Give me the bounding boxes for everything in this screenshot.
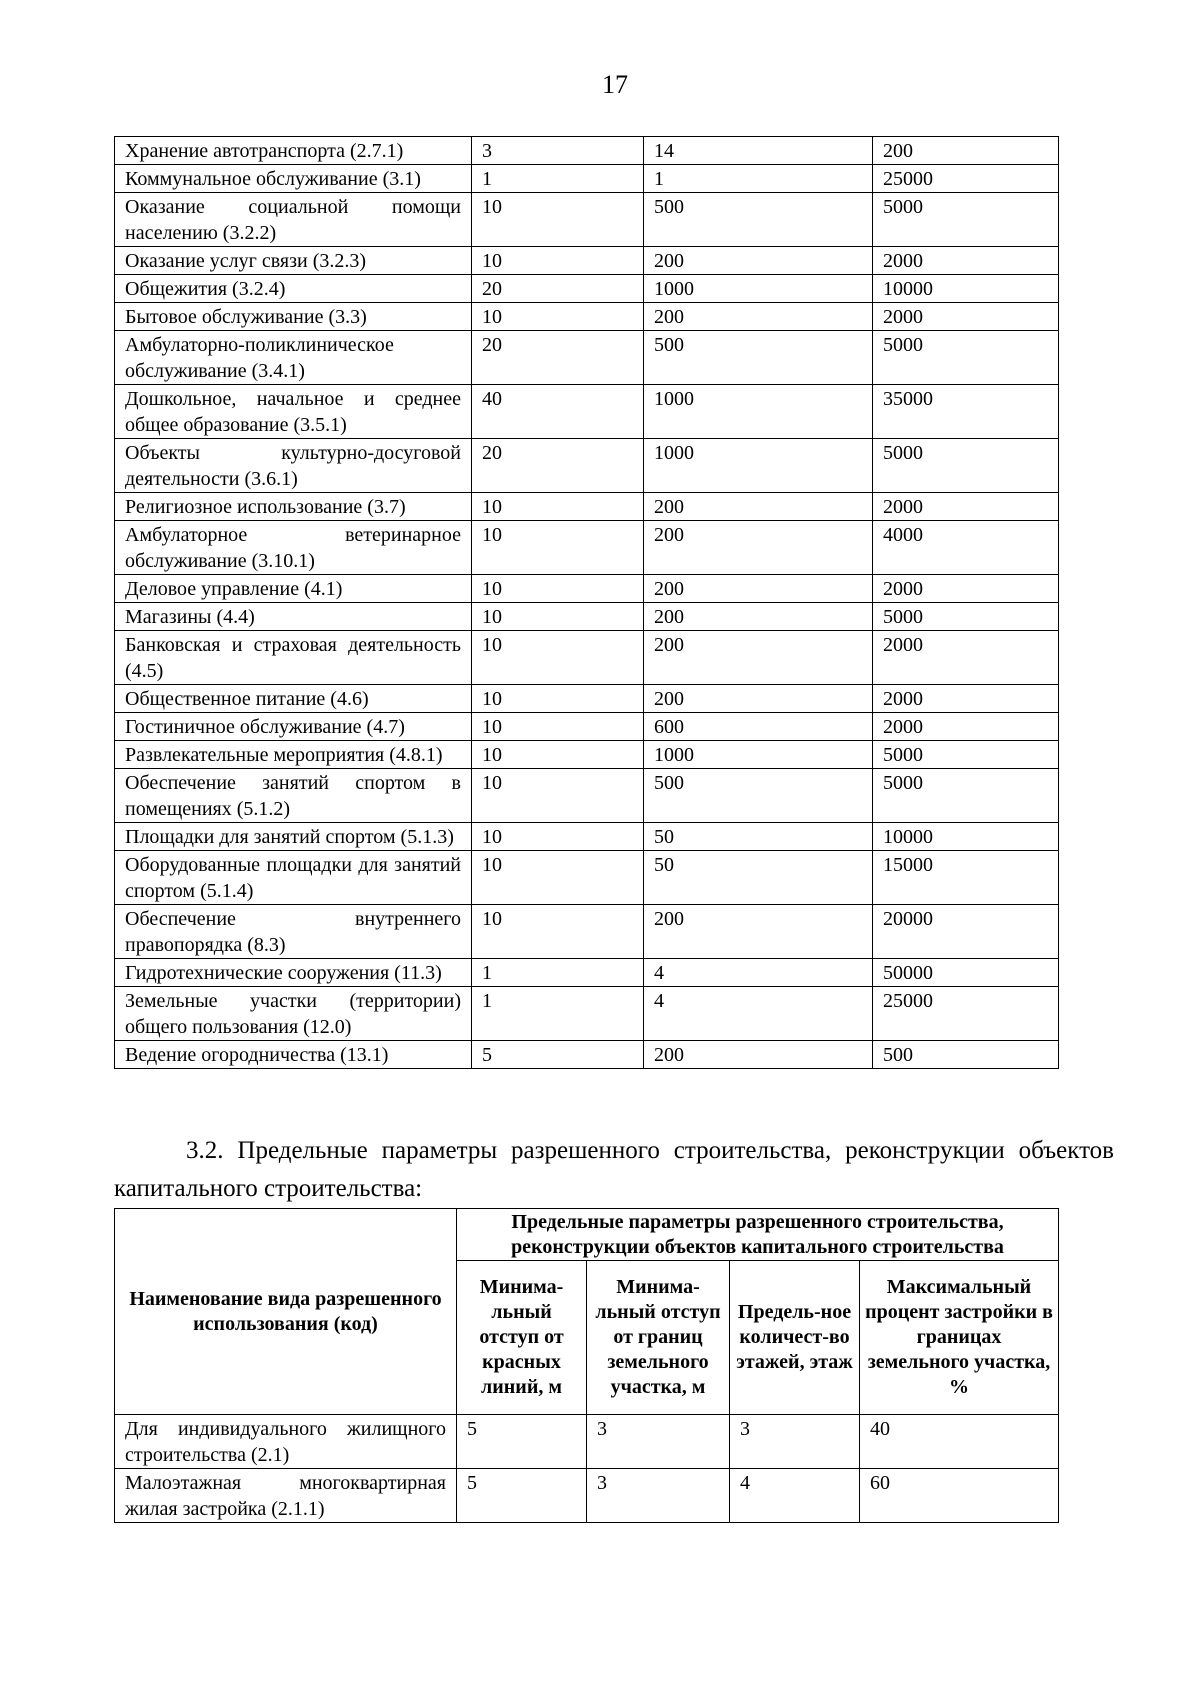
row-value-cell-c3: 4000 (873, 521, 1059, 575)
header-col-boundary-setback: Минима-льный отступ от границ земельного участка, м (587, 1261, 730, 1415)
row-value-cell-c1: 5 (472, 1041, 644, 1069)
table-row (115, 193, 1059, 247)
row-name-cell: Коммунальное обслуживание (3.1) (115, 165, 472, 193)
row-name-cell: Банковская и страховая деятельность (4.5) (115, 631, 472, 685)
header-col-max-coverage: Максимальный процент застройки в границах земельного участка, % (860, 1261, 1059, 1415)
row-value-cell-c3: 35000 (873, 385, 1059, 439)
row-value-cell-c3: 2000 (873, 685, 1059, 713)
row-name-cell: Дошкольное, начальное и среднее общее образование (3.5.1) (115, 385, 472, 439)
row-value-cell-c2: 200 (644, 603, 873, 631)
table-row (115, 521, 1059, 575)
row-name-cell: Деловое управление (4.1) (115, 575, 472, 603)
row-value-cell-c2: 500 (644, 331, 873, 385)
row-value-cell-c3: 15000 (873, 851, 1059, 905)
row-value-cell-c1: 5 (457, 1469, 587, 1523)
table-row (115, 575, 1059, 603)
row-value-cell-c3: 10000 (873, 275, 1059, 303)
table-row (115, 493, 1059, 521)
table-body (115, 137, 1059, 1069)
row-value-cell-c3: 2000 (873, 631, 1059, 685)
row-value-cell-c3: 3 (730, 1415, 860, 1469)
row-value-cell-c3: 2000 (873, 303, 1059, 331)
row-value-cell-c4: 40 (860, 1415, 1059, 1469)
row-value-cell-c2: 200 (644, 685, 873, 713)
row-name-cell: Общественное питание (4.6) (115, 685, 472, 713)
row-name-cell: Амбулаторно-поликлиническое обслуживание (3.4.1) (115, 331, 472, 385)
header-col-max-floors: Предель-ное количест-во этажей, этаж (730, 1261, 860, 1415)
row-name-cell: Оборудованные площадки для занятий спортом (5.1.4) (115, 851, 472, 905)
row-value-cell-c3: 25000 (873, 987, 1059, 1041)
table-row (115, 275, 1059, 303)
row-value-cell-c3: 2000 (873, 247, 1059, 275)
row-name-cell: Обеспечение внутреннего правопорядка (8.3) (115, 905, 472, 959)
row-value-cell-c3: 2000 (873, 575, 1059, 603)
row-value-cell-c2: 200 (644, 521, 873, 575)
row-value-cell-c2: 200 (644, 575, 873, 603)
row-value-cell-c2: 500 (644, 769, 873, 823)
row-name-cell: Оказание социальной помощи населению (3.2.2) (115, 193, 472, 247)
row-value-cell-c3: 5000 (873, 603, 1059, 631)
row-name-cell: Малоэтажная многоквартирная жилая застройка (2.1.1) (115, 1469, 457, 1523)
row-value-cell-c1: 10 (472, 603, 644, 631)
row-value-cell-c2: 200 (644, 493, 873, 521)
row-value-cell-c1: 10 (472, 575, 644, 603)
row-name-cell: Общежития (3.2.4) (115, 275, 472, 303)
row-value-cell-c1: 3 (472, 137, 644, 165)
row-value-cell-c1: 10 (472, 493, 644, 521)
row-value-cell-c2: 500 (644, 193, 873, 247)
row-value-cell-c3: 5000 (873, 439, 1059, 493)
row-name-cell: Магазины (4.4) (115, 603, 472, 631)
row-value-cell-c3: 5000 (873, 769, 1059, 823)
row-value-cell-c2: 1000 (644, 439, 873, 493)
row-value-cell-c1: 10 (472, 713, 644, 741)
table-row (115, 385, 1059, 439)
row-value-cell-c2: 200 (644, 303, 873, 331)
row-name-cell: Хранение автотранспорта (2.7.1) (115, 137, 472, 165)
section-heading-text: 3.2. Предельные параметры разрешенного строительства, реконструкции объектов капитального строительства: (114, 1137, 1114, 1202)
row-name-cell: Для индивидуального жилищного строительства (2.1) (115, 1415, 457, 1469)
row-value-cell-c2: 50 (644, 823, 873, 851)
table-row (115, 685, 1059, 713)
row-value-cell-c1: 10 (472, 521, 644, 575)
table-row (115, 987, 1059, 1041)
row-value-cell-c3: 2000 (873, 493, 1059, 521)
table-row (115, 247, 1059, 275)
row-value-cell-c3: 4 (730, 1469, 860, 1523)
header-group: Предельные параметры разрешенного строительства, реконструкции объектов капитального строительства (457, 1209, 1059, 1261)
row-value-cell-c1: 1 (472, 165, 644, 193)
table-row (115, 1469, 1059, 1523)
header-name-column: Наименование вида разрешенного использования (код) (115, 1209, 457, 1415)
row-value-cell-c1: 20 (472, 331, 644, 385)
table-row (115, 137, 1059, 165)
row-name-cell: Оказание услуг связи (3.2.3) (115, 247, 472, 275)
table-row (115, 823, 1059, 851)
land-use-limits-table (114, 136, 1059, 1069)
row-value-cell-c1: 10 (472, 769, 644, 823)
row-value-cell-c1: 10 (472, 741, 644, 769)
row-name-cell: Ведение огородничества (13.1) (115, 1041, 472, 1069)
row-value-cell-c2: 50 (644, 851, 873, 905)
row-name-cell: Гостиничное обслуживание (4.7) (115, 713, 472, 741)
table-row (115, 631, 1059, 685)
table-row (115, 851, 1059, 905)
row-name-cell: Бытовое обслуживание (3.3) (115, 303, 472, 331)
row-value-cell-c2: 200 (644, 1041, 873, 1069)
table-row (115, 1041, 1059, 1069)
row-name-cell: Религиозное использование (3.7) (115, 493, 472, 521)
row-value-cell-c2: 4 (644, 959, 873, 987)
row-value-cell-c1: 40 (472, 385, 644, 439)
row-value-cell-c2: 1000 (644, 275, 873, 303)
row-name-cell: Обеспечение занятий спортом в помещениях (5.1.2) (115, 769, 472, 823)
row-name-cell: Амбулаторное ветеринарное обслуживание (3.10.1) (115, 521, 472, 575)
row-value-cell-c1: 10 (472, 631, 644, 685)
header-col-red-line-setback: Минима-льный отступ от красных линий, м (457, 1261, 587, 1415)
row-value-cell-c1: 10 (472, 823, 644, 851)
row-name-cell: Объекты культурно-досуговой деятельности (3.6.1) (115, 439, 472, 493)
row-name-cell: Гидротехнические сооружения (11.3) (115, 959, 472, 987)
row-value-cell-c1: 10 (472, 193, 644, 247)
table-row (115, 905, 1059, 959)
construction-parameters-table (114, 1208, 1059, 1523)
row-name-cell: Площадки для занятий спортом (5.1.3) (115, 823, 472, 851)
table-row (115, 303, 1059, 331)
row-value-cell-c3: 2000 (873, 713, 1059, 741)
row-value-cell-c1: 10 (472, 685, 644, 713)
row-value-cell-c3: 25000 (873, 165, 1059, 193)
table-row (115, 959, 1059, 987)
row-value-cell-c2: 1000 (644, 385, 873, 439)
table-row (115, 741, 1059, 769)
row-value-cell-c3: 5000 (873, 331, 1059, 385)
table-body (115, 1415, 1059, 1523)
row-value-cell-c2: 1000 (644, 741, 873, 769)
row-value-cell-c3: 20000 (873, 905, 1059, 959)
row-value-cell-c1: 5 (457, 1415, 587, 1469)
page-number: 17 (602, 70, 628, 99)
row-value-cell-c2: 4 (644, 987, 873, 1041)
row-value-cell-c2: 200 (644, 631, 873, 685)
row-value-cell-c3: 5000 (873, 193, 1059, 247)
table-row (115, 439, 1059, 493)
row-value-cell-c2: 1 (644, 165, 873, 193)
row-value-cell-c2: 200 (644, 905, 873, 959)
table-header (115, 1209, 1059, 1415)
row-value-cell-c1: 10 (472, 303, 644, 331)
row-name-cell: Развлекательные мероприятия (4.8.1) (115, 741, 472, 769)
row-value-cell-c1: 10 (472, 851, 644, 905)
table-row (115, 331, 1059, 385)
row-value-cell-c3: 5000 (873, 741, 1059, 769)
row-value-cell-c2: 600 (644, 713, 873, 741)
row-value-cell-c2: 200 (644, 247, 873, 275)
row-value-cell-c2: 3 (587, 1415, 730, 1469)
table-row (115, 603, 1059, 631)
row-value-cell-c1: 1 (472, 959, 644, 987)
row-value-cell-c1: 10 (472, 905, 644, 959)
table-row (115, 713, 1059, 741)
row-name-cell: Земельные участки (территории) общего пользования (12.0) (115, 987, 472, 1041)
table-row (115, 1415, 1059, 1469)
row-value-cell-c3: 10000 (873, 823, 1059, 851)
table-row (115, 769, 1059, 823)
row-value-cell-c1: 1 (472, 987, 644, 1041)
section-heading (114, 1132, 1114, 1208)
row-value-cell-c1: 20 (472, 275, 644, 303)
row-value-cell-c3: 500 (873, 1041, 1059, 1069)
row-value-cell-c2: 3 (587, 1469, 730, 1523)
row-value-cell-c3: 50000 (873, 959, 1059, 987)
row-value-cell-c1: 10 (472, 247, 644, 275)
row-value-cell-c3: 200 (873, 137, 1059, 165)
row-value-cell-c2: 14 (644, 137, 873, 165)
row-value-cell-c4: 60 (860, 1469, 1059, 1523)
table-row (115, 165, 1059, 193)
row-value-cell-c1: 20 (472, 439, 644, 493)
